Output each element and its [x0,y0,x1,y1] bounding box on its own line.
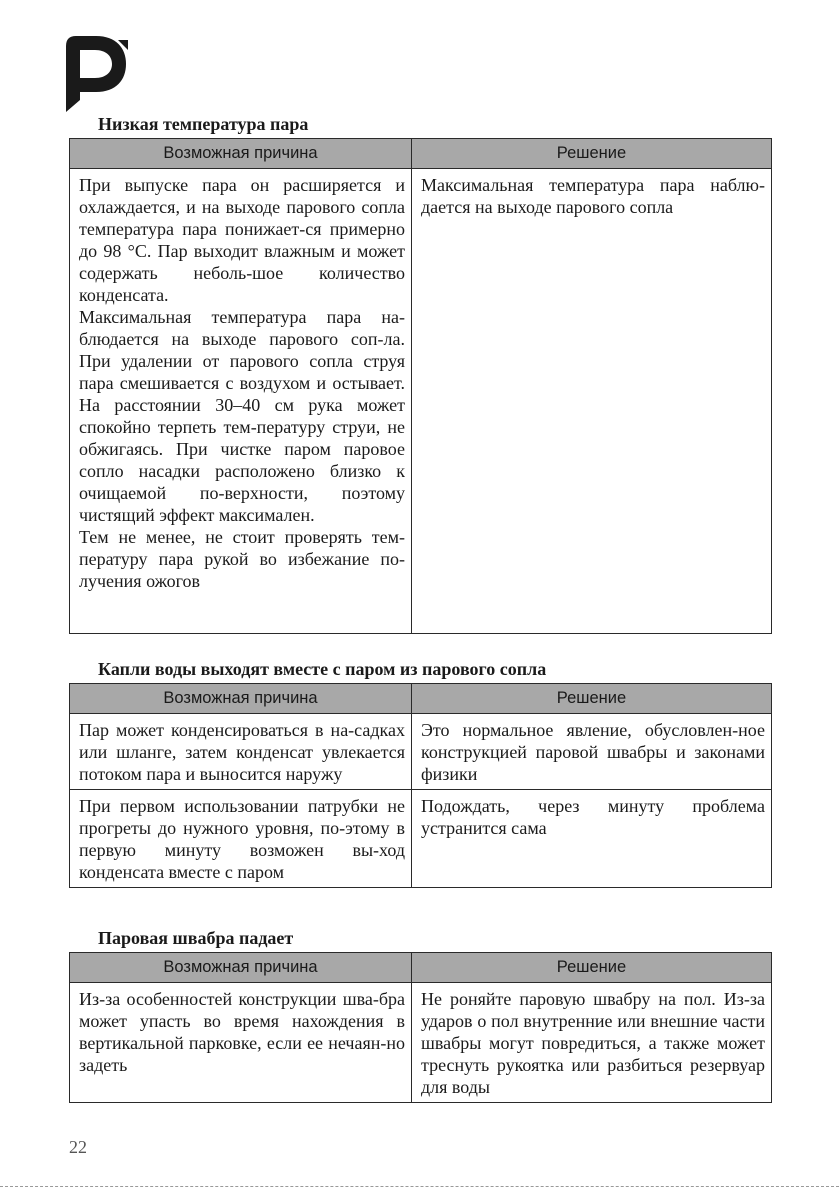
table-header-row [70,139,772,169]
solution-text: Не роняйте паровую швабру на пол. Из-за ударов о пол внутренние или внешние части швабры могут повредиться, а также может треснуть рукоятка или разбиться резервуар для воды [421,989,765,1097]
table-row [70,169,772,634]
solution-cell [412,169,772,634]
cause-text: Из-за особенностей конструкции шва-бра может упасть во время нахождения в вертикальной парковке, если ее нечаян-но задеть [79,989,405,1075]
troubleshooting-table [69,138,772,634]
table-header-row [70,684,772,714]
solution-cell [412,983,772,1103]
header-solution: Решение [412,684,772,714]
cause-cell [70,714,412,790]
solution-text: Это нормальное явление, обусловлен-ное конструкцией паровой швабры и законами физики [421,720,765,784]
table-row [70,983,772,1103]
page-number: 22 [69,1137,87,1157]
brand-p-logo-icon [66,36,130,112]
cause-cell [70,983,412,1103]
header-solution: Решение [412,953,772,983]
solution-cell [412,790,772,888]
header-cause: Возможная причина [70,684,412,714]
page-edge-divider [0,1186,839,1187]
table-header-row [70,953,772,983]
header-solution: Решение [412,139,772,169]
solution-cell [412,714,772,790]
cause-cell [70,169,412,634]
section-title: Капли воды выходят вместе с паром из парового сопла [98,659,547,679]
troubleshooting-table [69,683,772,888]
cause-text: При первом использовании патрубки не прогреты до нужного уровня, по-этому в первую минуту возможен вы-ход конденсата вместе с паром [79,796,405,882]
section-title: Низкая температура пара [98,114,309,134]
cause-cell [70,790,412,888]
table-row [70,790,772,888]
cause-text: При выпуске пара он расширяется и охлаждается, и на выходе парового сопла температура пара понижает-ся примерно до 98 °С. Пар выходит влажным и может содержать неболь-шое количество конденсата. Максимальная температура пара на-блюдается на выходе парового соп-ла. При удалении от парового сопла струя пара смешивается с воздухом и остывает. На расстоянии 30–40 см рука может спокойно терпеть тем-пературу струи, не обжигаясь. При чистке паром паровое сопло насадки расположено близко к очищаемой по-верхности, поэтому чистящий эффект максимален. Тем не менее, не стоит проверять тем-пературу пара рукой во избежание по-лучения ожогов [79,175,405,591]
solution-text: Максимальная температура пара наблю-дается на выходе парового сопла [421,175,765,217]
solution-text: Подождать, через минуту проблема устранится сама [421,796,765,838]
troubleshooting-table [69,952,772,1103]
section-title: Паровая швабра падает [98,928,294,948]
table-row [70,714,772,790]
cause-text: Пар может конденсироваться в на-садках или шланге, затем конденсат увлекается потоком пара и выносится наружу [79,720,405,784]
header-cause: Возможная причина [70,139,412,169]
header-cause: Возможная причина [70,953,412,983]
